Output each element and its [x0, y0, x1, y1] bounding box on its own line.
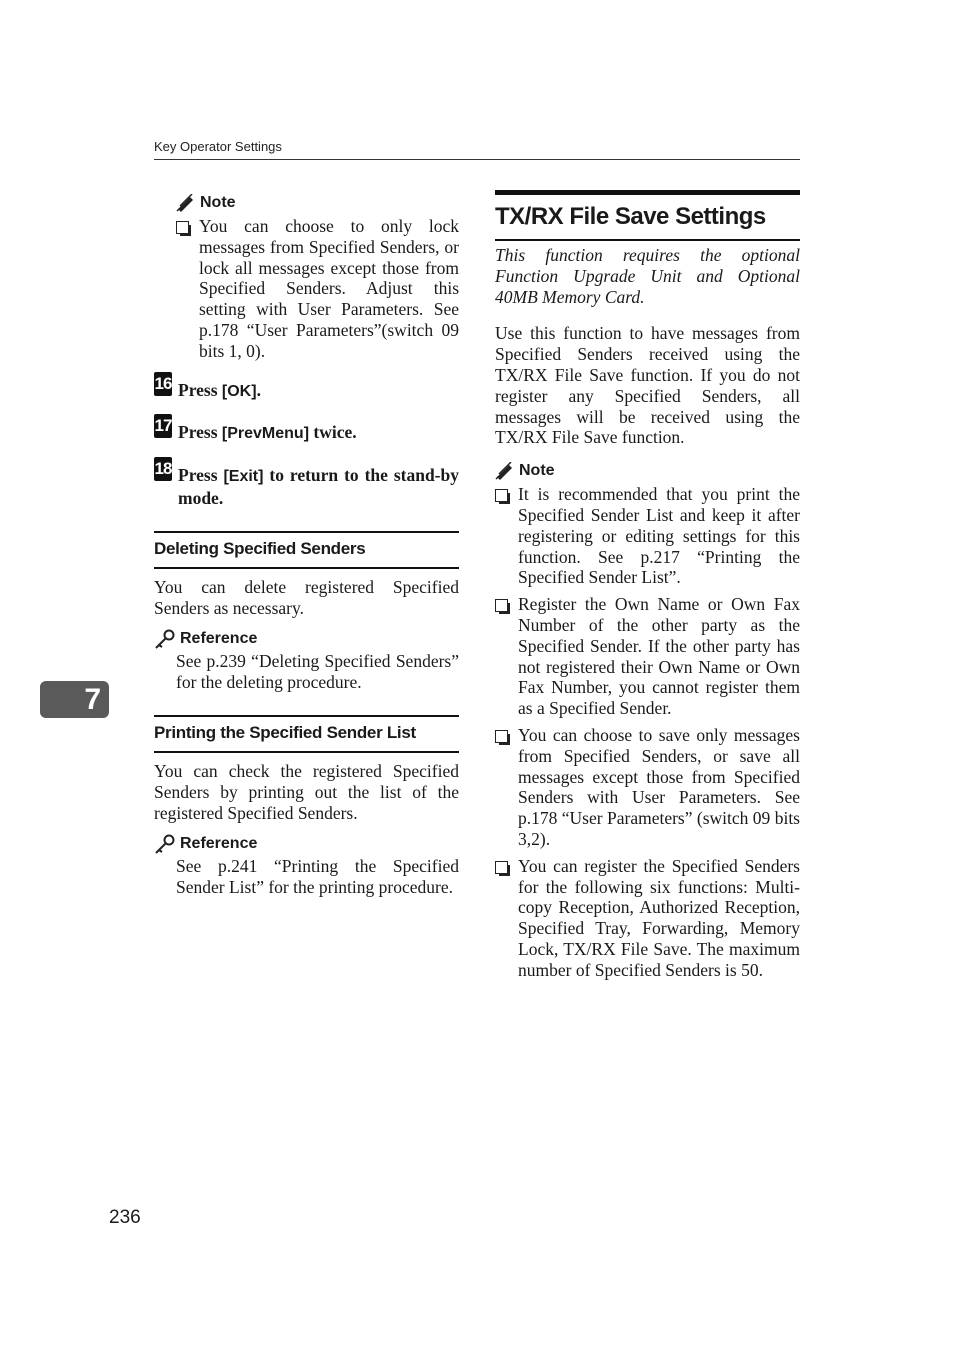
checkbox-bullet-icon	[495, 599, 508, 612]
checkbox-bullet-icon	[176, 221, 189, 234]
intro-italic: This function requires the optional Function Upgrade Unit and Optional 40MB Memory Card.	[495, 245, 800, 307]
section-heading: Printing the Specified Sender List	[154, 715, 459, 753]
step-number: 16	[154, 372, 172, 396]
note-bullet	[495, 856, 800, 981]
step-text: Press [OK].	[178, 379, 261, 400]
reference-label: Reference	[180, 630, 258, 648]
note-heading	[176, 192, 459, 214]
section-body: You can check the registered Specified Senders by printing out the list of the registered Specified Senders.	[154, 760, 459, 823]
note-bullet-text: Register the Own Name or Own Fax Number of the other party as the Specified Sender. If the other party has not registered their Own Name or Own Fax Number, you cannot register them as a Specified Sender.	[518, 594, 800, 719]
section-body: You can delete registered Specified Senders as necessary.	[154, 576, 459, 618]
note-label: Note	[200, 194, 236, 211]
printing-section	[154, 715, 459, 898]
note-bullet-text: You can choose to only lock messages from Specified Senders, or lock all messages except those from Specified Senders. Adjust this setting with User Parameters. See p.178 “User Parameters”(switch 09 bits 1, 0).	[199, 216, 459, 361]
step-16	[154, 372, 459, 403]
note-bullet-text: It is recommended that you print the Specified Sender List and keep it after registering or editing settings for this function. See p.217 “Printing the Specified Sender List”.	[518, 484, 800, 588]
reference-label: Reference	[180, 835, 258, 853]
reference-heading	[154, 833, 459, 855]
note-bullet	[495, 725, 800, 850]
note-label: Note	[519, 462, 555, 480]
reference-heading	[154, 628, 459, 650]
reference-body: See p.241 “Printing the Specified Sender List” for the printing procedure.	[176, 856, 459, 898]
deleting-section	[154, 531, 459, 693]
step-number: 17	[154, 414, 172, 438]
pencil-note-icon	[176, 194, 196, 212]
note-block	[176, 192, 459, 362]
checkbox-bullet-icon	[495, 489, 508, 502]
reference-body: See p.239 “Deleting Specified Senders” for the deleting procedure.	[176, 651, 459, 693]
note-bullet	[495, 594, 800, 719]
note-block	[495, 460, 800, 980]
checkbox-bullet-icon	[495, 730, 508, 743]
section-body: Use this function to have messages from Specified Senders received using the TX/RX File Save function. If you do not register any Specified Senders, all messages will be received using the TX/RX File Save function.	[495, 323, 800, 448]
right-column	[495, 190, 800, 981]
step-18	[154, 457, 459, 509]
reference-block	[154, 628, 459, 693]
note-heading	[495, 460, 800, 482]
step-17	[154, 414, 459, 445]
step-text: Press [PrevMenu] twice.	[178, 422, 357, 443]
page-number: 236	[109, 1207, 141, 1228]
header-rule	[154, 159, 800, 160]
chapter-tab: 7	[40, 681, 109, 718]
key-reference-icon	[154, 834, 176, 854]
note-bullet-text: You can register the Specified Senders for the following six functions: Multi-copy Reception, Authorized Reception, Specified Tray, Forwarding, Memory Lock, TX/RX File Save. The maximum number of Specified Senders is 50.	[518, 855, 800, 980]
step-number: 18	[154, 457, 172, 481]
running-header: Key Operator Settings	[154, 139, 282, 154]
step-text: Press [Exit] to return to the stand-by mode.	[178, 465, 459, 508]
checkbox-bullet-icon	[495, 861, 508, 874]
reference-block	[154, 833, 459, 898]
note-bullet	[495, 484, 800, 588]
section-heading: Deleting Specified Senders	[154, 531, 459, 569]
key-reference-icon	[154, 629, 176, 649]
page-title: TX/RX File Save Settings	[495, 190, 800, 241]
note-bullet	[176, 216, 459, 362]
steps-list	[154, 372, 459, 509]
pencil-note-icon	[495, 462, 515, 480]
left-column	[154, 192, 459, 898]
note-bullet-text: You can choose to save only messages from Specified Senders, or save all messages except those from Specified Senders with User Parameters. See p.178 “User Parameters” (switch 09 bits 3,2).	[518, 724, 800, 849]
